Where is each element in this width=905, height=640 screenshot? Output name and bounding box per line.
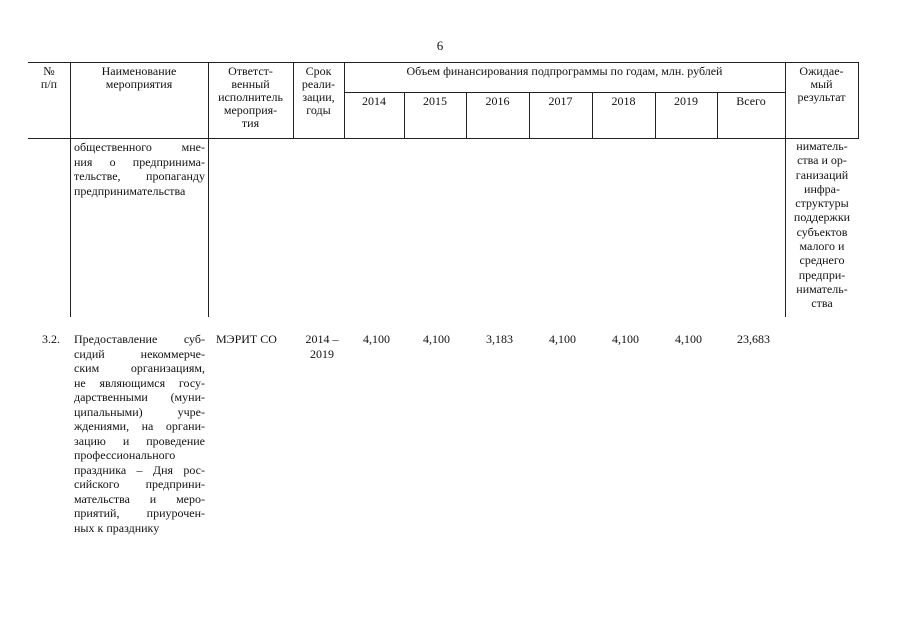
row-3-2-term: 2014 – 2019: [305, 332, 339, 361]
page-number: 6: [436, 38, 444, 53]
value-2017: 4,100: [549, 332, 576, 346]
header-year-2017: 2017: [548, 94, 573, 108]
header-name: Наименование мероприятия: [101, 64, 177, 91]
header-term: Срок реали- зации, годы: [301, 64, 336, 117]
header-year-2016: 2016: [485, 94, 510, 108]
value-2015: 4,100: [423, 332, 450, 346]
header-year-2015: 2015: [423, 94, 447, 108]
header-total: Всего: [736, 94, 766, 108]
value-2018: 4,100: [612, 332, 639, 346]
value-total: 23,683: [737, 332, 770, 346]
header-year-2019: 2019: [674, 94, 698, 108]
header-responsible: Ответст- венный исполнитель мероприя- тия: [218, 64, 283, 130]
continued-row-result: ниматель- ства и ор- ганизаций инфра- структуры поддержки субъектов малого и среднего предпри- ниматель- ства: [793, 139, 851, 311]
row-3-2-responsible: МЭРИТ СО: [216, 332, 277, 346]
header-result: Ожидае- мый результат: [797, 64, 846, 104]
row-number: 3.2.: [42, 332, 60, 346]
value-2016: 3,183: [486, 332, 513, 346]
value-2014: 4,100: [363, 332, 390, 346]
header-num: № п/п: [40, 64, 58, 91]
row-3-2-name: Предоставление суб- сидий некоммерче- ским организациям, не являющимся госу- дарственными (муни- ципальными) учре- ждениями, на органи- зацию и проведение профессионального праздника – Дня рос- сийского предприни- мательства и меро- приятий, приурочен- ных к празднику: [74, 332, 205, 535]
header-year-2018: 2018: [611, 94, 636, 108]
table-header: [28, 62, 859, 139]
continued-row-name: общественного мне- ния о предпринима- тельстве, пропаганду предпринимательства: [74, 140, 205, 198]
value-2019: 4,100: [675, 332, 702, 346]
header-year-2014: 2014: [362, 94, 386, 108]
header-financing: Объем финансирования подпрограммы по годам, млн. рублей: [406, 64, 723, 78]
